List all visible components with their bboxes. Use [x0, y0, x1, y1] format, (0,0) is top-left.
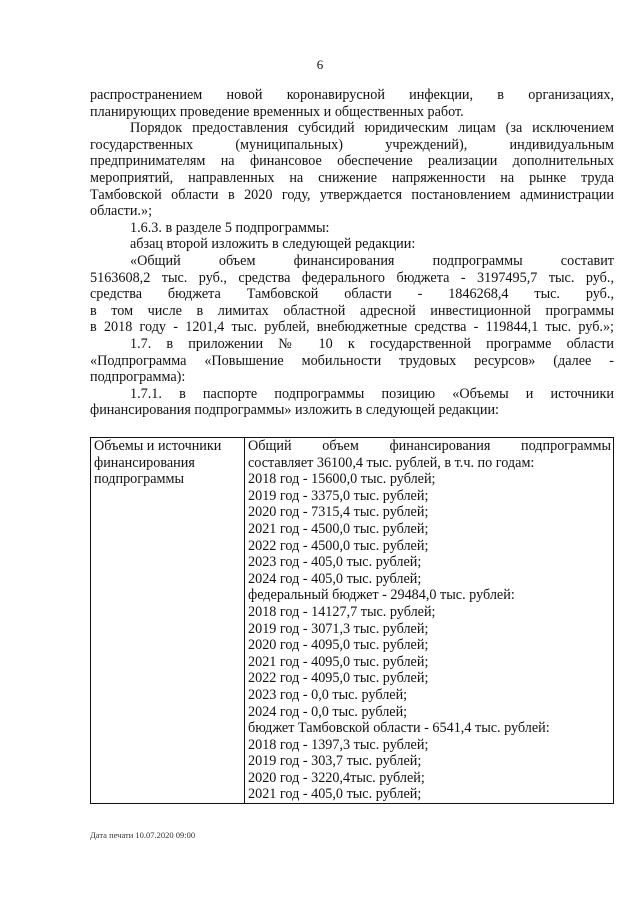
value-line: 2024 год - 0,0 тыс. рублей;	[248, 703, 408, 720]
table-row	[91, 438, 614, 804]
header-line: подпрограммы	[94, 471, 184, 488]
paragraph-line: 5163608,2 тыс. руб., средства федерального бюджета - 3197495,7 тыс. руб.,	[90, 269, 614, 286]
table-header-cell	[91, 438, 245, 804]
paragraph-line: области.»;	[90, 203, 153, 220]
value-line: 2020 год - 4095,0 тыс. рублей;	[248, 637, 429, 654]
table-value-cell	[245, 438, 614, 804]
paragraph-line: планирующих проведение временных и общественных работ.	[90, 103, 464, 120]
paragraph-line: «Общий объем финансирования подпрограммы составит	[130, 252, 614, 269]
paragraph-line: мероприятий, направленных на снижение напряженности на рынке труда	[90, 169, 614, 186]
paragraph-line: средства бюджета Тамбовской области - 1846268,4 тыс. руб.,	[90, 286, 614, 303]
value-line: 2019 год - 303,7 тыс. рублей;	[248, 753, 422, 770]
paragraph-line: предпринимателям на финансовое обеспечение реализации дополнительных	[90, 153, 614, 170]
paragraph-line: в 2018 году - 1201,4 тыс. рублей, внебюджетные средства - 119844,1 тыс. руб.»;	[90, 319, 614, 336]
value-line: 2019 год - 3375,0 тыс. рублей;	[248, 487, 429, 504]
value-line: составляет 36100,4 тыс. рублей, в т.ч. по годам:	[248, 454, 535, 471]
paragraph-line: «Подпрограмма «Повышение мобильности трудовых ресурсов» (далее -	[90, 352, 614, 369]
value-line: 2021 год - 405,0 тыс. рублей;	[248, 786, 422, 803]
paragraph-line: государственных (муниципальных) учреждений), индивидуальным	[90, 136, 614, 153]
value-line: 2022 год - 4500,0 тыс. рублей;	[248, 537, 429, 554]
value-line: федеральный бюджет - 29484,0 тыс. рублей:	[248, 587, 515, 604]
value-line: 2024 год - 405,0 тыс. рублей;	[248, 570, 422, 587]
value-line: 2019 год - 3071,3 тыс. рублей;	[248, 620, 429, 637]
paragraph-line: Тамбовской области в 2020 году, утверждается постановлением администрации	[90, 186, 614, 203]
financing-table	[90, 437, 614, 804]
value-line: Общий объем финансирования подпрограммы	[248, 438, 611, 454]
header-line: Объемы и источники	[94, 438, 222, 454]
paragraph-line: 1.7.1. в паспорте подпрограммы позицию «Объемы и источники	[130, 385, 614, 402]
value-line: 2018 год - 1397,3 тыс. рублей;	[248, 736, 429, 753]
paragraph-line: 1.6.3. в разделе 5 подпрограммы:	[130, 219, 330, 236]
value-line: 2018 год - 14127,7 тыс. рублей;	[248, 603, 436, 620]
value-line: 2020 год - 7315,4 тыс. рублей;	[248, 504, 429, 521]
value-line: 2021 год - 4095,0 тыс. рублей;	[248, 653, 429, 670]
value-line: 2020 год - 3220,4тыс. рублей;	[248, 769, 425, 786]
value-line: бюджет Тамбовской области - 6541,4 тыс. рублей:	[248, 720, 550, 737]
paragraph-line: абзац второй изложить в следующей редакции:	[130, 236, 416, 253]
paragraph-line: Порядок предоставления субсидий юридическим лицам (за исключением	[130, 120, 614, 137]
value-line: 2023 год - 0,0 тыс. рублей;	[248, 686, 408, 703]
paragraph-line: подпрограмма):	[90, 369, 186, 386]
value-line: 2023 год - 405,0 тыс. рублей;	[248, 554, 422, 571]
value-line: 2022 год - 4095,0 тыс. рублей;	[248, 670, 429, 687]
paragraph-line: финансирования подпрограммы» изложить в следующей редакции:	[90, 402, 499, 419]
print-date-footer: Дата печати 10.07.2020 09:00	[90, 830, 196, 840]
paragraph-line: распространением новой коронавирусной инфекции, в организациях,	[90, 87, 614, 103]
paragraph-line: в том числе в лимитах областной адресной инвестиционной программы	[90, 302, 614, 319]
value-line: 2018 год - 15600,0 тыс. рублей;	[248, 471, 436, 488]
paragraph-line: 1.7. в приложении № 10 к государственной программе области	[130, 335, 614, 352]
document-body	[90, 87, 614, 419]
header-line: финансирования	[94, 454, 195, 471]
page-number: 6	[316, 57, 324, 72]
value-line: 2021 год - 4500,0 тыс. рублей;	[248, 520, 429, 537]
